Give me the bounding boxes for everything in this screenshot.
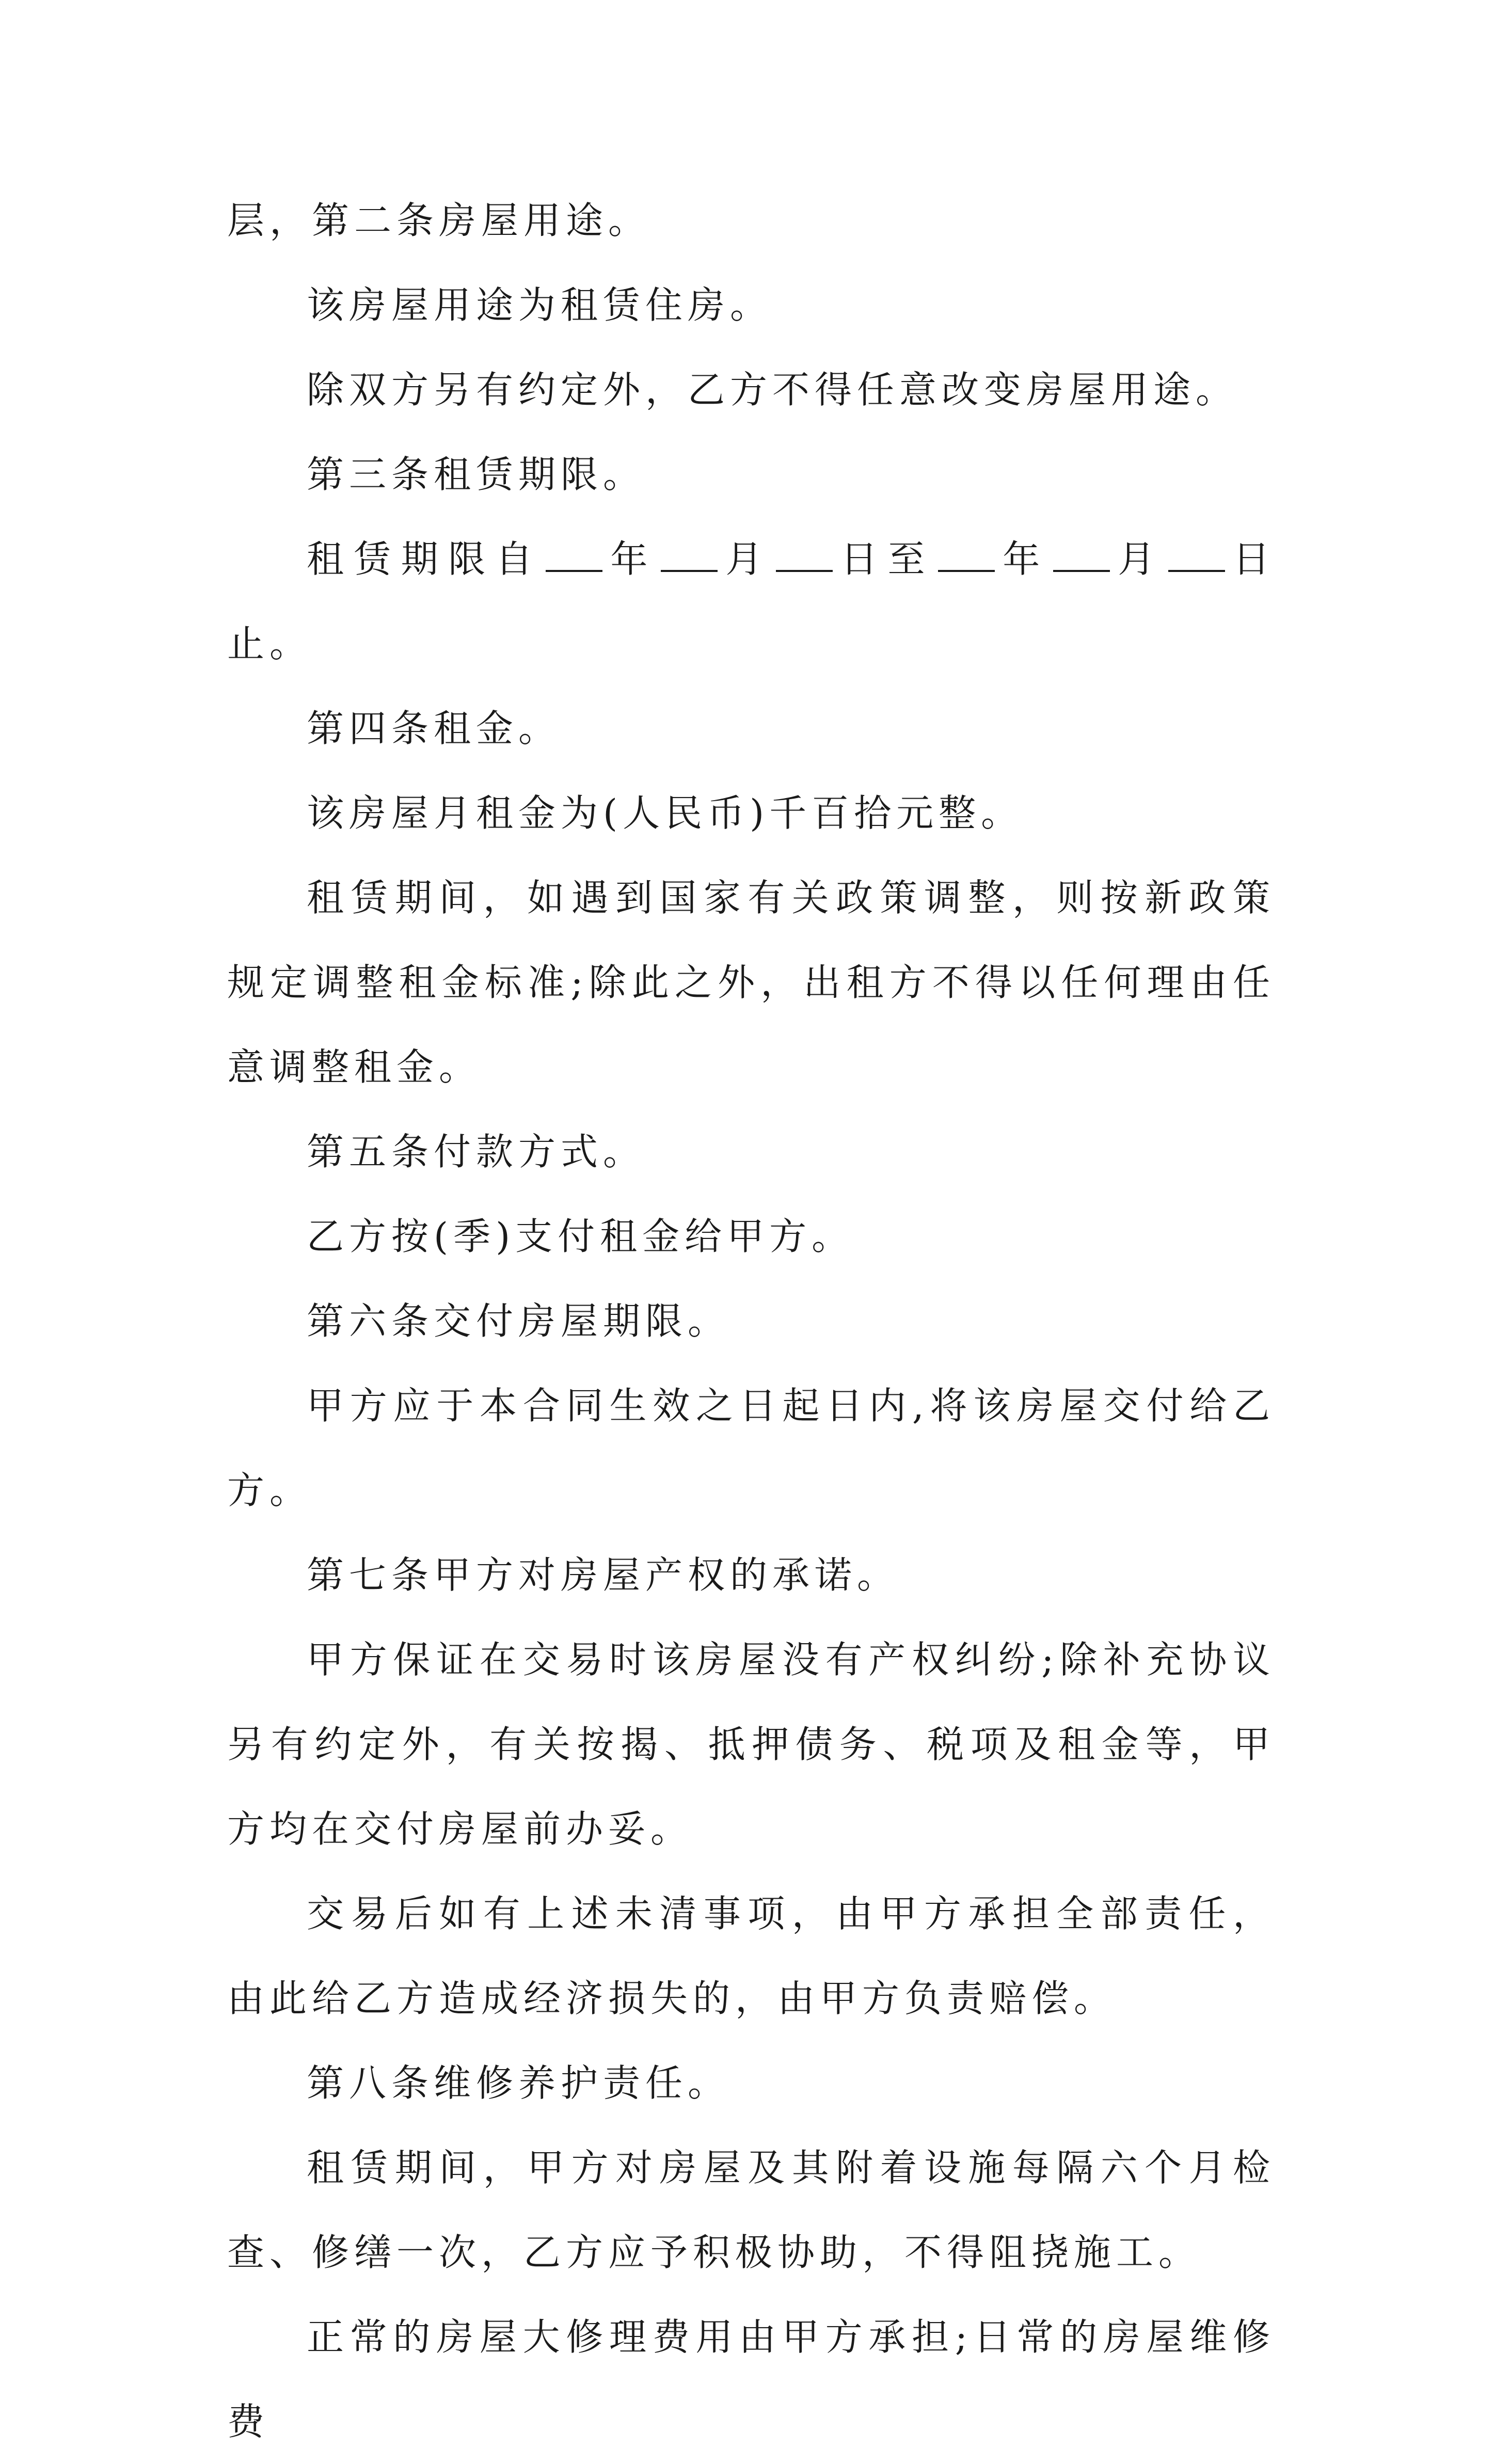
paragraph-3: 除双方另有约定外，乙方不得任意改变房屋用途。	[307, 368, 1238, 411]
blank-field	[776, 539, 833, 572]
blank-field	[1053, 539, 1110, 572]
lease-term-year-1: 年	[606, 537, 658, 581]
paragraph-1: 层，第二条房屋用途。	[227, 199, 651, 242]
paragraph-17: 租赁期间，甲方对房屋及其附着设施每隔六个月检查、修缮一次，乙方应予积极协助，不得阻挠施工。	[227, 2146, 1275, 2274]
paragraph-9: 第五条付款方式。	[307, 1130, 646, 1173]
lease-term-prefix: 租赁期限自	[307, 537, 543, 581]
paragraph-15: 交易后如有上述未清事项，由甲方承担全部责任，由此给乙方造成经济损失的，由甲方负责赔偿。	[227, 1892, 1275, 2020]
paragraph-18: 正常的房屋大修理费用由甲方承担;日常的房屋维修费	[227, 2315, 1275, 2443]
paragraph-8: 租赁期间，如遇到国家有关政策调整，则按新政策规定调整租金标准;除此之外，出租方不得以任何理由任意调整租金。	[227, 876, 1275, 1089]
paragraph-14: 甲方保证在交易时该房屋没有产权纠纷;除补充协议另有约定外，有关按揭、抵押债务、税项及租金等，甲方均在交付房屋前办妥。	[227, 1638, 1275, 1851]
lease-term-day-2: 日止。	[227, 537, 1275, 665]
paragraph-16: 第八条维修养护责任。	[307, 2061, 730, 2105]
document-body	[227, 178, 1275, 2464]
paragraph-10: 乙方按(季)支付租金给甲方。	[307, 1215, 854, 1258]
lease-term-line	[227, 517, 1275, 686]
lease-term-day-1: 日至	[835, 537, 935, 581]
paragraph-4: 第三条租赁期限。	[307, 453, 646, 496]
lease-term-month-2: 月	[1112, 537, 1165, 581]
blank-field	[1168, 539, 1225, 572]
paragraph-6: 第四条租金。	[307, 707, 561, 750]
paragraph-12: 甲方应于本合同生效之日起日内,将该房屋交付给乙方。	[227, 1384, 1275, 1512]
blank-field	[546, 539, 602, 572]
lease-term-year-2: 年	[997, 537, 1050, 581]
paragraph-2: 该房屋用途为租赁住房。	[307, 283, 773, 327]
paragraph-13: 第七条甲方对房屋产权的承诺。	[307, 1553, 900, 1597]
lease-term-month-1: 月	[720, 537, 773, 581]
blank-field	[661, 539, 718, 572]
paragraph-7: 该房屋月租金为(人民币)千百拾元整。	[307, 791, 1024, 835]
paragraph-11: 第六条交付房屋期限。	[307, 1299, 730, 1343]
blank-field	[938, 539, 995, 572]
